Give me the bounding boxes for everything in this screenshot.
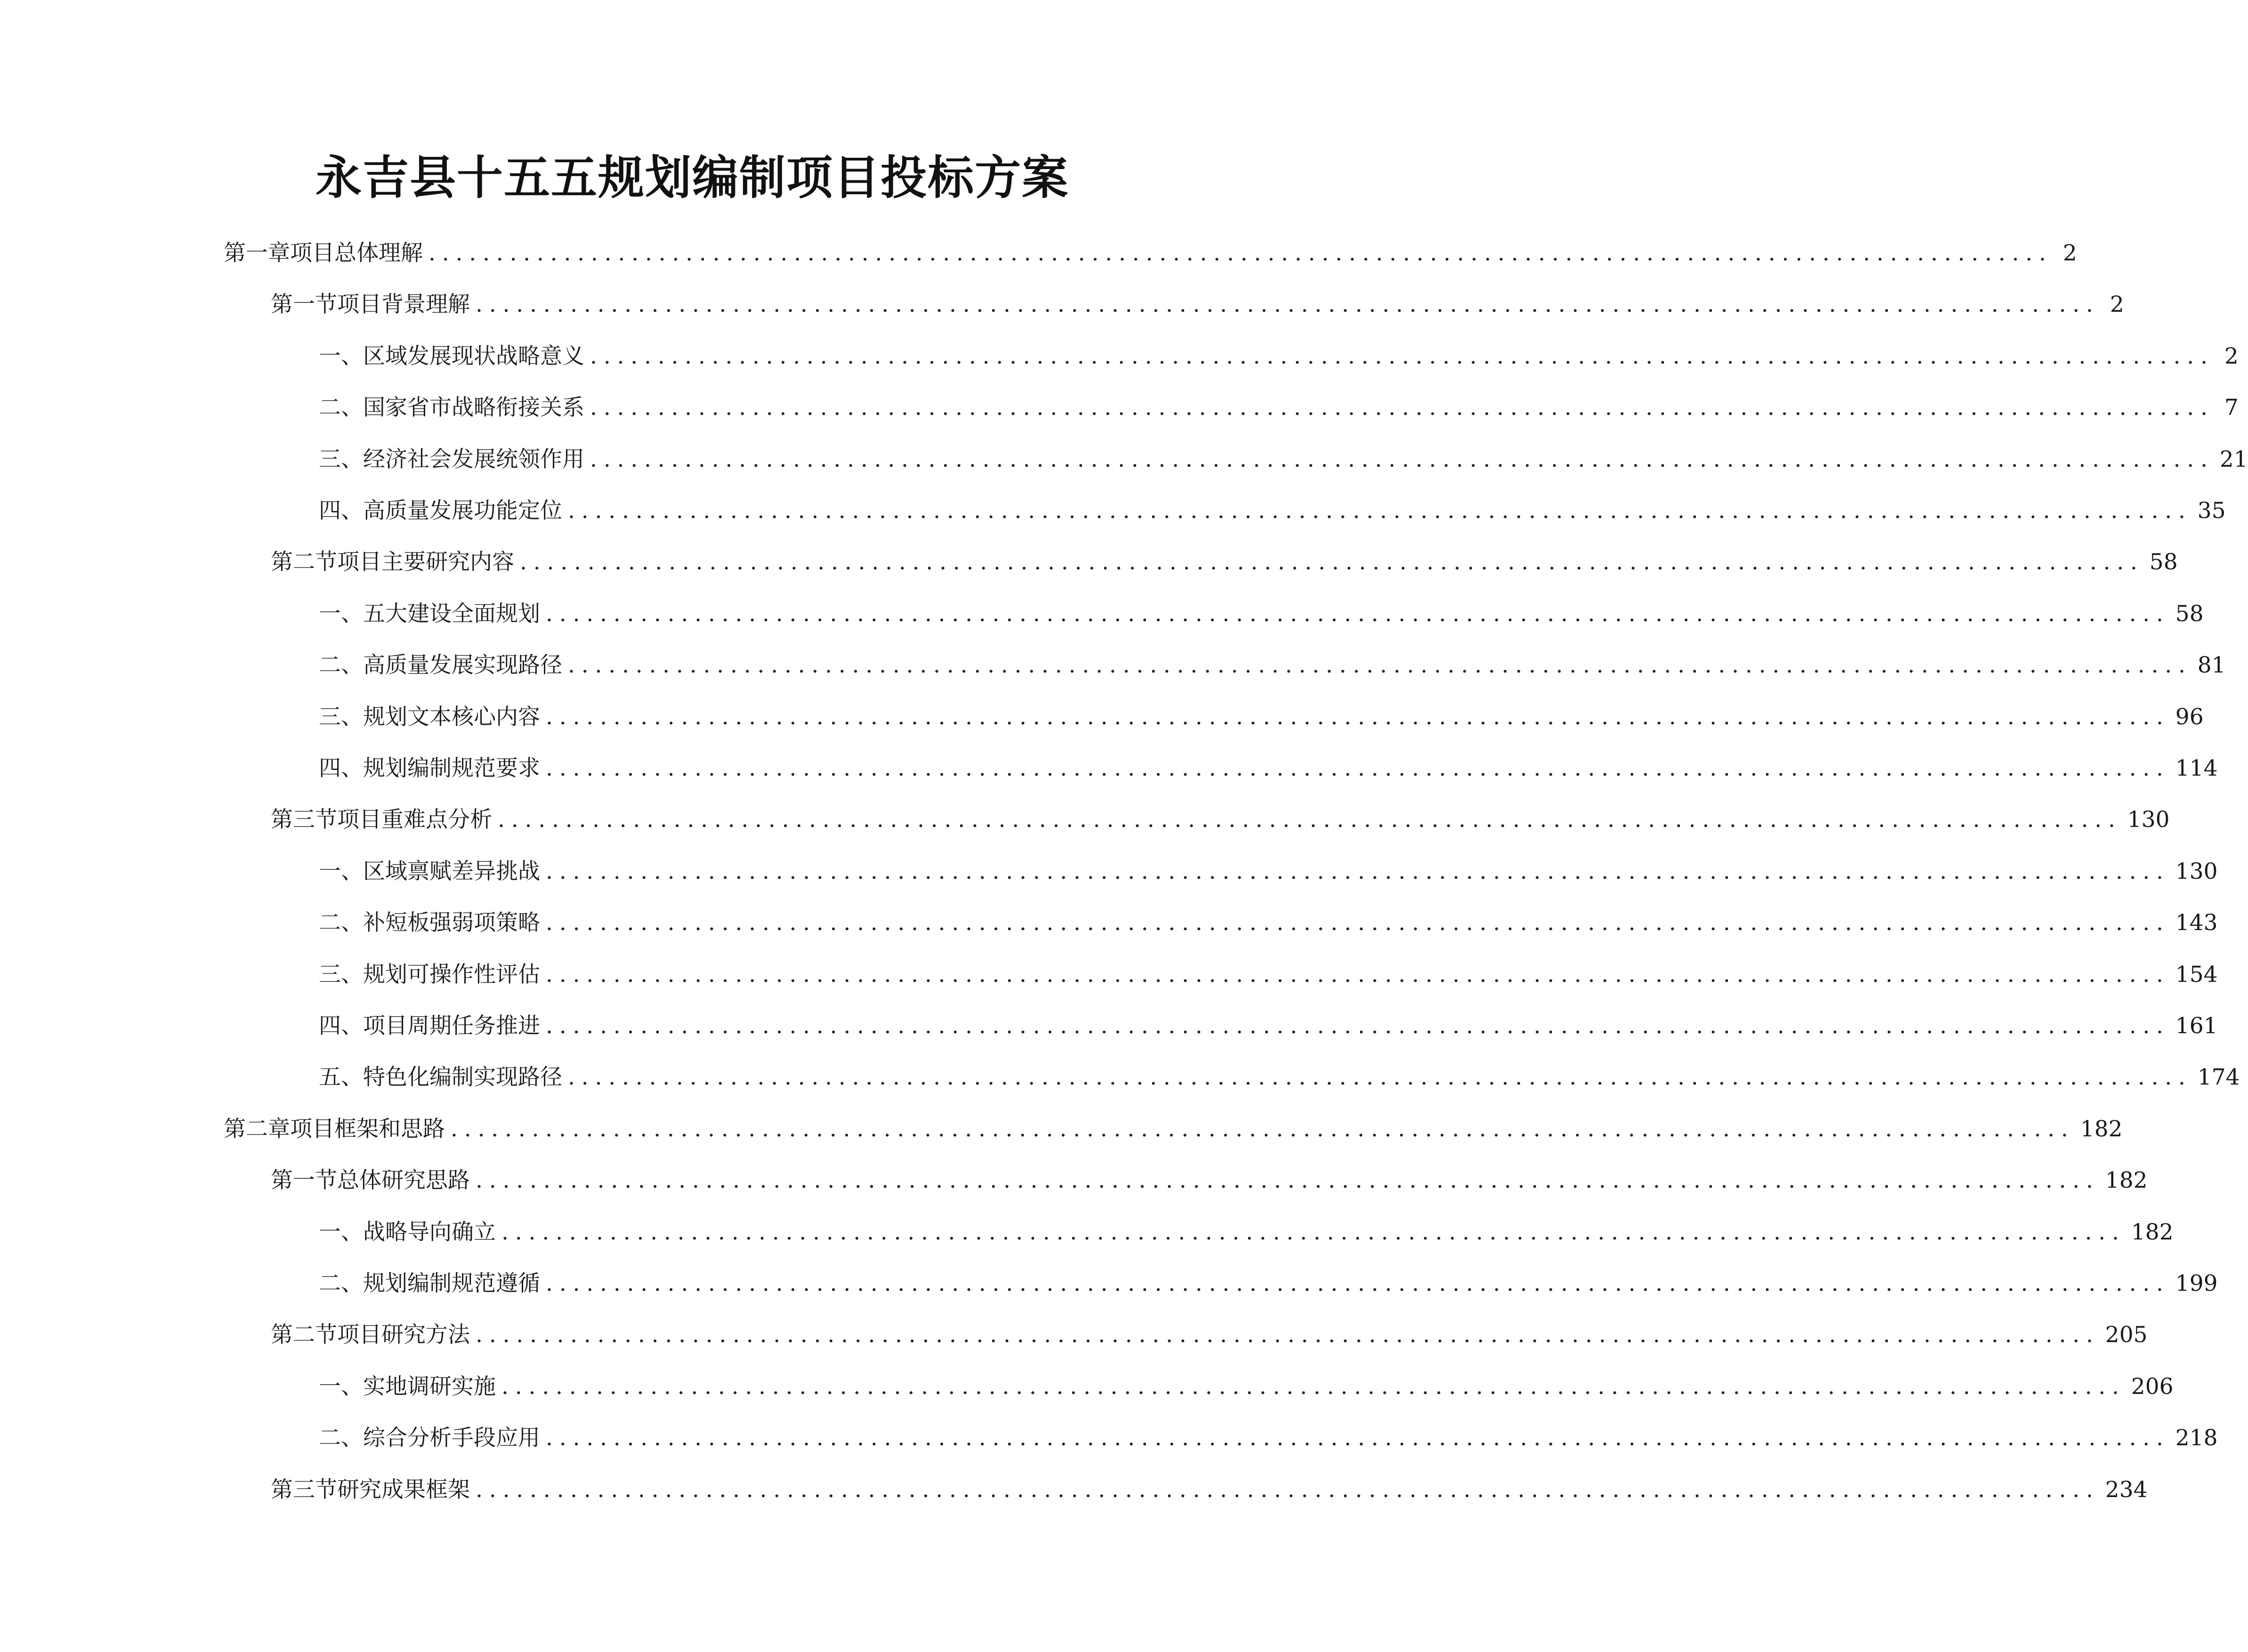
toc-entry-label: 五大建设全面规划 xyxy=(363,601,540,627)
toc-entry-leader-dots: ........................................................................................................................ xyxy=(568,498,2192,524)
toc-entry-number: 四、 xyxy=(319,498,363,524)
toc-entry[interactable] xyxy=(319,1417,2218,1452)
toc-entry-number: 第二节 xyxy=(271,1322,337,1348)
toc-entry-page-number: 96 xyxy=(2175,704,2204,730)
toc-entry-number: 第三节 xyxy=(271,807,337,833)
toc-entry[interactable] xyxy=(319,386,2239,422)
toc-entry-number: 四、 xyxy=(319,1013,363,1039)
toc-entry-leader-dots: ........................................................................................................................ xyxy=(476,1322,2100,1348)
toc-entry[interactable] xyxy=(319,953,2218,989)
toc-entry-number: 二、 xyxy=(319,652,363,678)
toc-entry-label: 项目背景理解 xyxy=(337,292,470,317)
toc-entry[interactable] xyxy=(271,541,2178,576)
toc-entry-page-number: 114 xyxy=(2175,755,2218,781)
toc-entry-leader-dots: ........................................................................................................................ xyxy=(546,1013,2170,1039)
toc-entry-label: 规划编制规范要求 xyxy=(363,755,540,781)
toc-entry-number: 第一章 xyxy=(224,240,290,266)
toc-entry-number: 二、 xyxy=(319,1425,363,1451)
toc-entry-label: 规划编制规范遵循 xyxy=(363,1271,540,1296)
toc-entry-leader-dots: ........................................................................................................................ xyxy=(590,395,2214,421)
toc-entry[interactable] xyxy=(319,1365,2174,1401)
toc-entry-page-number: 21 xyxy=(2219,446,2248,472)
toc-entry-leader-dots: ........................................................................................................................ xyxy=(546,704,2170,730)
toc-entry-label: 战略导向确立 xyxy=(363,1219,496,1245)
toc-entry-leader-dots: ........................................................................................................................ xyxy=(546,962,2170,988)
toc-entry-page-number: 58 xyxy=(2175,601,2204,627)
toc-entry-page-number: 205 xyxy=(2105,1322,2148,1348)
toc-entry-leader-dots: ........................................................................................................................ xyxy=(476,1167,2100,1193)
toc-entry-label: 项目重难点分析 xyxy=(337,807,492,833)
toc-entry-leader-dots: ........................................................................................................................ xyxy=(501,1374,2126,1400)
toc-entry-page-number: 161 xyxy=(2175,1013,2218,1039)
toc-entry-leader-dots: ........................................................................................................................ xyxy=(568,652,2192,678)
toc-entry[interactable] xyxy=(319,592,2204,628)
toc-entry-number: 三、 xyxy=(319,446,363,472)
toc-entry-leader-dots: ........................................................................................................................ xyxy=(429,240,2053,266)
toc-entry-page-number: 130 xyxy=(2127,807,2170,833)
toc-entry-label: 国家省市战略衔接关系 xyxy=(363,395,584,421)
toc-entry-page-number: 58 xyxy=(2149,549,2178,575)
toc-entry-page-number: 199 xyxy=(2175,1271,2218,1296)
toc-entry-number: 第二章 xyxy=(224,1116,290,1142)
toc-entry-page-number: 154 xyxy=(2175,962,2218,988)
toc-entry-page-number: 174 xyxy=(2197,1064,2240,1090)
toc-entry[interactable] xyxy=(319,1262,2218,1298)
toc-entry-number: 一、 xyxy=(319,1374,363,1400)
toc-entry[interactable] xyxy=(319,1004,2218,1040)
toc-entry-page-number: 182 xyxy=(2105,1167,2148,1193)
toc-entry-page-number: 2 xyxy=(2062,240,2077,266)
toc-entry-page-number: 2 xyxy=(2224,343,2239,369)
toc-entry-label: 项目总体理解 xyxy=(290,240,423,266)
toc-entry-leader-dots: ........................................................................................................................ xyxy=(501,1219,2126,1245)
toc-entry-label: 项目主要研究内容 xyxy=(337,549,514,575)
toc-entry-page-number: 206 xyxy=(2131,1374,2174,1400)
toc-entry-label: 项目周期任务推进 xyxy=(363,1013,540,1039)
toc-entry-label: 项目框架和思路 xyxy=(290,1116,445,1142)
toc-entry[interactable] xyxy=(271,1468,2148,1504)
toc-entry-label: 高质量发展功能定位 xyxy=(363,498,562,524)
toc-entry[interactable] xyxy=(319,850,2218,886)
toc-entry[interactable] xyxy=(271,798,2170,834)
toc-entry-leader-dots: ........................................................................................................................ xyxy=(476,292,2100,317)
toc-entry-label: 区域禀赋差异挑战 xyxy=(363,858,540,884)
toc-entry-label: 经济社会发展统领作用 xyxy=(363,446,584,472)
toc-entry[interactable] xyxy=(319,489,2226,525)
toc-entry-label: 总体研究思路 xyxy=(337,1167,470,1193)
toc-entry-number: 第一节 xyxy=(271,1167,337,1193)
toc-entry-leader-dots: ........................................................................................................................ xyxy=(546,910,2170,936)
toc-entry[interactable] xyxy=(319,335,2239,371)
toc-entry[interactable] xyxy=(319,644,2226,680)
toc-entry-label: 特色化编制实现路径 xyxy=(363,1064,562,1090)
toc-entry-label: 综合分析手段应用 xyxy=(363,1425,540,1451)
toc-entry[interactable] xyxy=(271,1159,2148,1195)
toc-entry-leader-dots: ........................................................................................................................ xyxy=(546,1425,2170,1451)
toc-entry-leader-dots: ........................................................................................................................ xyxy=(590,343,2214,369)
toc-entry-page-number: 2 xyxy=(2110,292,2124,317)
toc-entry-label: 规划可操作性评估 xyxy=(363,962,540,988)
toc-entry-page-number: 81 xyxy=(2197,652,2226,678)
toc-entry-number: 一、 xyxy=(319,601,363,627)
toc-entry-page-number: 35 xyxy=(2197,498,2226,524)
toc-entry-label: 补短板强弱项策略 xyxy=(363,910,540,936)
toc-entry[interactable] xyxy=(224,1108,2123,1143)
toc-entry-page-number: 182 xyxy=(2080,1116,2123,1142)
toc-entry-page-number: 234 xyxy=(2105,1477,2148,1503)
toc-entry-number: 第三节 xyxy=(271,1477,337,1503)
toc-entry-leader-dots: ........................................................................................................................ xyxy=(520,549,2144,575)
toc-entry[interactable] xyxy=(319,1056,2240,1092)
toc-entry-leader-dots: ........................................................................................................................ xyxy=(498,807,2122,833)
toc-entry-label: 项目研究方法 xyxy=(337,1322,470,1348)
document-title: 永吉县十五五规划编制项目投标方案 xyxy=(315,151,1069,205)
toc-entry[interactable] xyxy=(224,232,2077,267)
toc-entry-number: 三、 xyxy=(319,704,363,730)
toc-entry[interactable] xyxy=(271,283,2124,319)
toc-entry-leader-dots: ........................................................................................................................ xyxy=(568,1064,2192,1090)
toc-entry-number: 二、 xyxy=(319,1271,363,1296)
toc-entry-page-number: 143 xyxy=(2175,910,2218,936)
toc-entry-number: 一、 xyxy=(319,343,363,369)
toc-entry-number: 第二节 xyxy=(271,549,337,575)
toc-entry-number: 一、 xyxy=(319,1219,363,1245)
toc-entry[interactable] xyxy=(319,747,2218,783)
toc-entry-page-number: 218 xyxy=(2175,1425,2218,1451)
toc-entry-label: 研究成果框架 xyxy=(337,1477,470,1503)
toc-entry-number: 三、 xyxy=(319,962,363,988)
toc-entry-page-number: 182 xyxy=(2131,1219,2174,1245)
toc-entry-label: 实地调研实施 xyxy=(363,1374,496,1400)
toc-entry[interactable] xyxy=(271,1313,2148,1349)
toc-entry-label: 规划文本核心内容 xyxy=(363,704,540,730)
toc-entry-label: 高质量发展实现路径 xyxy=(363,652,562,678)
toc-entry[interactable] xyxy=(319,438,2248,474)
toc-entry-leader-dots: ........................................................................................................................ xyxy=(546,858,2170,884)
toc-entry-leader-dots: ........................................................................................................................ xyxy=(451,1116,2075,1142)
toc-entry[interactable] xyxy=(319,1211,2174,1247)
toc-entry-leader-dots: ........................................................................................................................ xyxy=(546,601,2170,627)
toc-entry-label: 区域发展现状战略意义 xyxy=(363,343,584,369)
toc-entry-number: 二、 xyxy=(319,395,363,421)
toc-entry-page-number: 130 xyxy=(2175,858,2218,884)
toc-entry[interactable] xyxy=(319,696,2204,731)
toc-entry-leader-dots: ........................................................................................................................ xyxy=(590,446,2214,472)
toc-entry-number: 一、 xyxy=(319,858,363,884)
toc-entry-number: 四、 xyxy=(319,755,363,781)
toc-entry-leader-dots: ........................................................................................................................ xyxy=(546,755,2170,781)
toc-entry[interactable] xyxy=(319,901,2218,937)
toc-entry-leader-dots: ........................................................................................................................ xyxy=(546,1271,2170,1296)
toc-entry-leader-dots: ........................................................................................................................ xyxy=(476,1477,2100,1503)
toc-entry-number: 第一节 xyxy=(271,292,337,317)
toc-entry-number: 五、 xyxy=(319,1064,363,1090)
toc-entry-page-number: 7 xyxy=(2224,395,2239,421)
toc-entry-number: 二、 xyxy=(319,910,363,936)
